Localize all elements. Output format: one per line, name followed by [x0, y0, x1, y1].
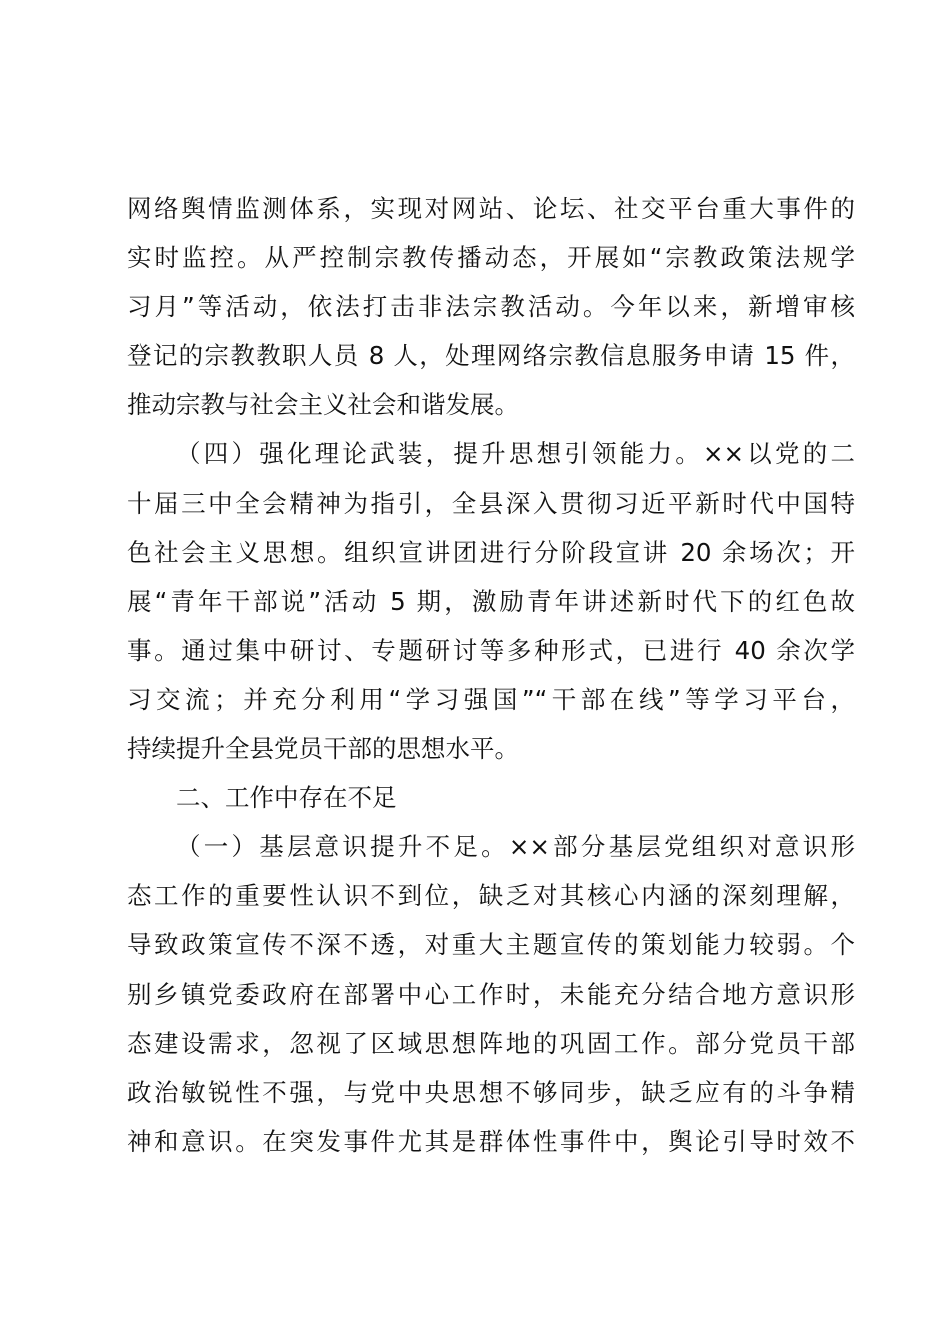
text-line: 十届三中全会精神为指引，全县深入贯彻习近平新时代中国特: [127, 488, 855, 518]
text-line: 态工作的重要性认识不到位，缺乏对其核心内涵的深刻理解，: [127, 881, 855, 911]
text-line: 别乡镇党委政府在部署中心工作时，未能充分结合地方意识形: [127, 979, 855, 1009]
text-line: 态建设需求，忽视了区域思想阵地的巩固工作。部分党员干部: [127, 1028, 855, 1058]
text-line: 推动宗教与社会主义社会和谐发展。: [127, 390, 519, 420]
text-line: 网络舆情监测体系，实现对网站、论坛、社交平台重大事件的: [127, 194, 855, 223]
text-line: 展“青年干部说”活动 5 期，激励青年讲述新时代下的红色故: [127, 586, 855, 616]
text-line: 事。通过集中研讨、专题研讨等多种形式，已进行 40 余次学: [127, 635, 855, 665]
document-body: [127, 184, 855, 1166]
text-line: 导致政策宣传不深不透，对重大主题宣传的策划能力较弱。个: [127, 930, 855, 960]
text-line: 登记的宗教教职人员 8 人，处理网络宗教信息服务申请 15 件，: [127, 341, 855, 371]
section-title: 二、工作中存在不足: [176, 783, 397, 813]
text-line: 神和意识。在突发事件尤其是群体性事件中，舆论引导时效不: [127, 1126, 855, 1156]
section-heading-line: （一）基层意识提升不足。××部分基层党组织对意识形: [176, 832, 855, 862]
text-line: 实时监控。从严控制宗教传播动态，开展如“宗教政策法规学: [127, 243, 855, 273]
text-line: 习月”等活动，依法打击非法宗教活动。今年以来，新增审核: [127, 292, 855, 322]
text-line: 色社会主义思想。组织宣讲团进行分阶段宣讲 20 余场次；开: [127, 537, 855, 567]
text-line: 政治敏锐性不强，与党中央思想不够同步，缺乏应有的斗争精: [127, 1077, 855, 1107]
text-line: 习交流；并充分利用“学习强国”“干部在线”等学习平台，: [127, 684, 855, 714]
section-heading-line: （四）强化理论武装，提升思想引领能力。××以党的二: [176, 439, 855, 469]
text-line: 持续提升全县党员干部的思想水平。: [127, 734, 519, 764]
